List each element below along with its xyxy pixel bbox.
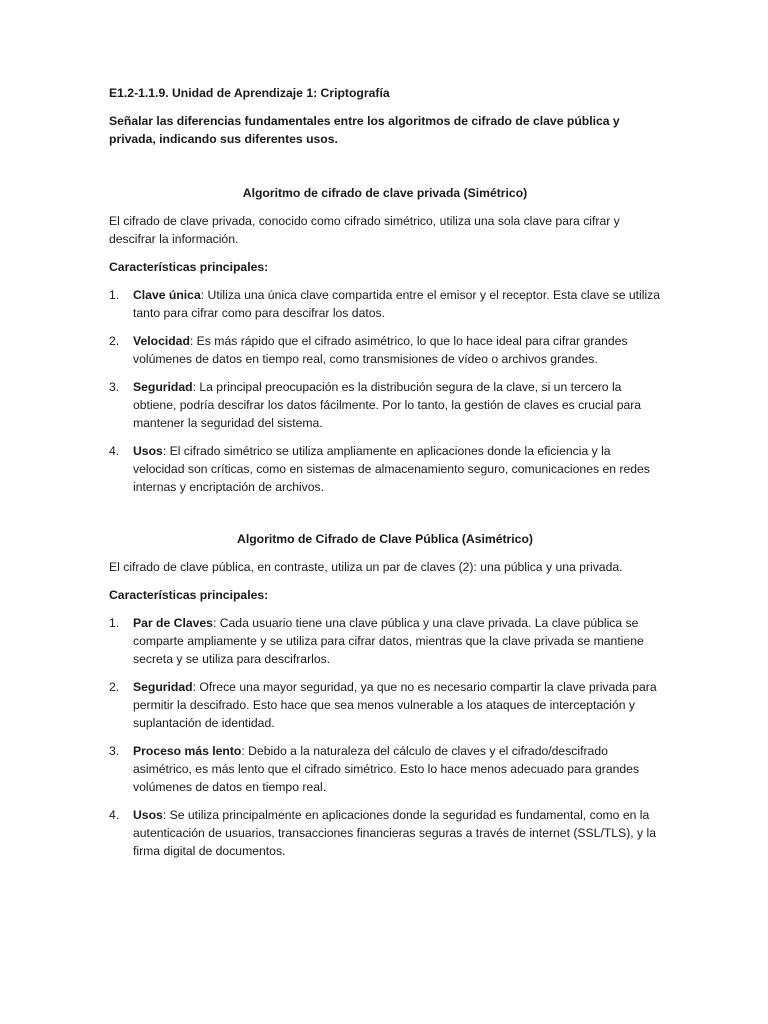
list-item <box>109 442 661 496</box>
list-text: : Debido a la naturaleza del cálculo de claves y el cifrado/descifrado asimétrico, es más lento que el cifrado simétrico. Esto lo hace menos adecuado para grandes volúmenes de datos en tiempo real. <box>133 744 640 794</box>
list-term: Usos <box>133 444 163 458</box>
list-text: : Se utiliza principalmente en aplicaciones donde la seguridad es fundamental, como en la autenticación de usuarios, transacciones financieras seguras a través de internet (SSL/TLS), y la firma digital de documentos. <box>133 808 656 858</box>
list-number: 1. <box>109 288 120 302</box>
list-text: : Cada usuario tiene una clave pública y una clave privada. La clave pública se comparte ampliamente y se utiliza para cifrar datos, mientras que la clave privada se mantiene secreta y se utiliza para descifrarlos. <box>133 616 644 666</box>
document-page <box>109 84 661 870</box>
section-intro: El cifrado de clave pública, en contraste, utiliza un par de claves (2): una pública y una privada. <box>109 560 623 574</box>
list-number: 2. <box>109 680 120 694</box>
list-term: Velocidad <box>133 334 190 348</box>
features-label: Características principales: <box>109 260 269 274</box>
list-item <box>109 742 661 796</box>
list-text: : Ofrece una mayor seguridad, ya que no es necesario compartir la clave privada para permitir la descifrado. Esto hace que sea menos vulnerable a los ataques de interceptación y suplantación de identidad. <box>133 680 657 730</box>
section-heading: Algoritmo de Cifrado de Clave Pública (Asimétrico) <box>237 532 533 546</box>
list-text: : Es más rápido que el cifrado asimétrico, lo que lo hace ideal para cifrar grandes volúmenes de datos en tiempo real, como transmisiones de vídeo o archivos grandes. <box>133 334 628 366</box>
list-number: 3. <box>109 380 120 394</box>
list-item <box>109 678 661 732</box>
list-item <box>109 286 661 322</box>
section-symmetric <box>109 184 661 496</box>
list-term: Par de Claves <box>133 616 213 630</box>
list-term: Clave única <box>133 288 201 302</box>
list-term: Proceso más lento <box>133 744 242 758</box>
list-text: : El cifrado simétrico se utiliza ampliamente en aplicaciones donde la eficiencia y la velocidad son críticas, como en sistemas de almacenamiento seguro, comunicaciones en redes internas y encriptación de archivos. <box>133 444 650 494</box>
list-text: : Utiliza una única clave compartida entre el emisor y el receptor. Esta clave se utiliza tanto para cifrar como para descifrar los datos. <box>133 288 661 320</box>
list-number: 3. <box>109 744 120 758</box>
unit-title: E1.2-1.1.9. Unidad de Aprendizaje 1: Criptografía <box>109 86 390 100</box>
features-list <box>109 614 661 860</box>
section-asymmetric <box>109 530 661 860</box>
list-item <box>109 614 661 668</box>
list-item <box>109 378 661 432</box>
features-list <box>109 286 661 496</box>
features-label: Características principales: <box>109 588 269 602</box>
list-number: 4. <box>109 808 120 822</box>
list-number: 2. <box>109 334 120 348</box>
list-number: 4. <box>109 444 120 458</box>
list-text: : La principal preocupación es la distribución segura de la clave, si un tercero la obtiene, podría descifrar los datos fácilmente. Por lo tanto, la gestión de claves es crucial para mantener la seguridad del sistema. <box>133 380 642 430</box>
list-term: Usos <box>133 808 163 822</box>
task-statement: Señalar las diferencias fundamentales entre los algoritmos de cifrado de clave pública y privada, indicando sus diferentes usos. <box>109 114 620 146</box>
list-term: Seguridad <box>133 680 193 694</box>
list-term: Seguridad <box>133 380 193 394</box>
list-item <box>109 332 661 368</box>
list-item <box>109 806 661 860</box>
list-number: 1. <box>109 616 120 630</box>
section-intro: El cifrado de clave privada, conocido como cifrado simétrico, utiliza una sola clave para cifrar y descifrar la información. <box>109 214 620 246</box>
section-heading: Algoritmo de cifrado de clave privada (Simétrico) <box>242 186 528 200</box>
